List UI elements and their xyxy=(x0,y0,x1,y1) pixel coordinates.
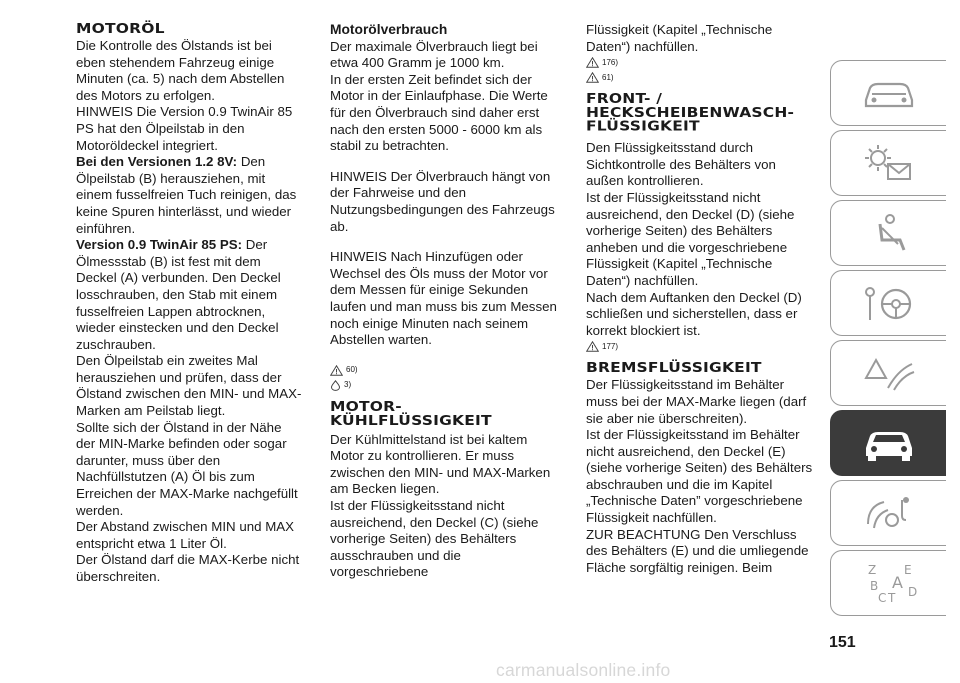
tab-warning-road[interactable] xyxy=(830,340,946,406)
heading-line: FRONT- / xyxy=(586,91,663,107)
paragraph: Den Flüssigkeitsstand durch Sichtkontrolle des Behälters von außen kontrollieren. xyxy=(586,140,776,189)
reference-number: 177) xyxy=(602,341,619,351)
paragraph: Nach dem Auftanken den Deckel (D) schließen und sicherstellen, dass er korrekt blockiert ist. xyxy=(586,289,802,338)
paragraph: Ist der Flüssigkeitsstand nicht ausreichend, den Deckel (C) (siehe vorherige Seiten) des Behälters ausschrauben und die vorgeschriebene xyxy=(330,498,539,580)
index-letter: T xyxy=(887,591,895,605)
watermark: carmanualsonline.info xyxy=(496,660,671,680)
index-letter: D xyxy=(907,585,917,599)
seat-safety-icon xyxy=(858,210,920,256)
index-letters-icon xyxy=(858,560,920,606)
tab-lights-display[interactable] xyxy=(830,130,946,196)
paragraph: Den Ölpeilstab ein zweites Mal herausziehen und prüfen, dass der Ölstand zwischen den MIN- und MAX-Marken am Peilstab liegt. xyxy=(76,353,302,419)
heading-line: KÜHLFLÜSSIGKEIT xyxy=(330,412,492,429)
warning-triangle-icon xyxy=(586,72,599,83)
column-2 xyxy=(330,22,560,581)
warning-triangle-icon xyxy=(586,341,599,352)
tab-car-maintenance[interactable] xyxy=(830,410,946,476)
index-letter: E xyxy=(903,563,912,577)
car-overview-icon xyxy=(858,70,920,116)
heading-line: HECKSCHEIBENWASCH- xyxy=(586,105,795,121)
paragraph: Der Flüssigkeitsstand im Behälter muss bei der MAX-Marke liegen (darf sie aber nie überschreiten). xyxy=(586,377,807,426)
tab-car-overview[interactable] xyxy=(830,60,946,126)
column-3 xyxy=(586,22,816,576)
paragraph: Der Kühlmittelstand ist bei kaltem Motor zu kontrollieren. Er muss zwischen den MIN- und MAX-Marken am Becken liegen. xyxy=(330,431,551,497)
heading-line: FLÜSSIGKEIT xyxy=(586,118,700,135)
reference-number: 61) xyxy=(602,72,614,82)
index-letter: B xyxy=(869,579,878,593)
index-letter: Z xyxy=(867,563,876,577)
tab-index[interactable] xyxy=(830,550,946,616)
paragraph: Der Ölstand darf die MAX-Kerbe nicht überschreiten. xyxy=(76,552,300,584)
tab-tools-service[interactable] xyxy=(830,480,946,546)
warning-reference xyxy=(330,363,560,378)
paragraph xyxy=(76,237,304,353)
paragraph: Der Abstand zwischen MIN und MAX entspricht etwa 1 Liter Öl. xyxy=(76,519,295,551)
heading-coolant xyxy=(330,400,560,428)
paragraph xyxy=(76,154,304,237)
tab-seat-safety[interactable] xyxy=(830,200,946,266)
index-letter: C xyxy=(877,591,886,605)
info-drop-icon xyxy=(330,380,341,391)
paragraph: Die Kontrolle des Ölstands ist bei eben stehendem Fahrzeug einige Minuten (ca. 5) nach dem Abstellen des Motors zu erfolgen. xyxy=(76,38,285,103)
tools-service-icon xyxy=(858,490,920,536)
inline-label: Version 0.9 TwinAir 85 PS: xyxy=(76,237,243,253)
index-letter: A xyxy=(891,573,903,592)
reference-number: 3) xyxy=(344,380,352,390)
heading-motoroel: MOTORÖL xyxy=(76,21,165,37)
paragraph: Ist der Flüssigkeitsstand nicht ausreichend, den Deckel (D) (siehe vorherige Seiten) des Behälters anheben und die vorgeschriebene Flüssigkeit (Kapitel „Technische Daten“) nachfüllen. xyxy=(586,189,795,288)
heading-washer-fluid xyxy=(586,92,816,133)
car-maintenance-icon xyxy=(858,420,920,466)
paragraph: Der maximale Ölverbrauch liegt bei etwa 400 Gramm je 1000 km. xyxy=(330,38,538,71)
reference-number: 176) xyxy=(602,57,619,67)
tab-key-steering[interactable] xyxy=(830,270,946,336)
warning-triangle-icon xyxy=(586,57,599,68)
note-paragraph: HINWEIS Der Ölverbrauch hängt von der Fahrweise und den Nutzungsbedingungen des Fahrzeugs ab. xyxy=(330,168,555,234)
warning-reference xyxy=(586,70,816,85)
reference-number: 60) xyxy=(346,365,358,375)
paragraph: Ist der Flüssigkeitsstand im Behälter nicht ausreichend, den Deckel (E) (siehe vorherige Seiten) des Behälters abschrauben und die im Kapitel „Technische Daten” vorgeschriebene Flüssigkeit nachfüllen. xyxy=(586,427,813,526)
chapter-tabs xyxy=(830,60,946,620)
paragraph: ZUR BEACHTUNG Den Verschluss des Behälters (E) und die umliegende Fläche sorgfältig reinigen. Beim xyxy=(586,526,809,575)
lights-display-icon xyxy=(858,140,920,186)
warning-triangle-icon xyxy=(330,365,343,376)
paragraph: Flüssigkeit (Kapitel „Technische Daten“) nachfüllen. xyxy=(586,22,773,54)
inline-text: Der Ölmessstab (B) ist fest mit dem Deckel (A) verbunden. Den Deckel losschrauben, den Stab mit einem fusselfreien Lappen abtrocknen, wieder einstecken und den Deckel zuschrauben. xyxy=(76,237,281,352)
warning-reference xyxy=(586,55,816,70)
column-1 xyxy=(76,22,304,586)
subheading-oil-consumption: Motorölverbrauch xyxy=(330,22,448,37)
paragraph: Sollte sich der Ölstand in der Nähe der MIN-Marke befinden oder sogar darunter, muss über den Nachfüllstutzen (A) Öl bis zum Erreichen der MAX-Marke nachgefüllt werden. xyxy=(76,419,298,518)
heading-line: MOTOR- xyxy=(330,398,402,415)
page-number: 151 xyxy=(829,634,856,651)
key-steering-icon xyxy=(858,280,920,326)
paragraph: In der ersten Zeit befindet sich der Motor in der Einlaufphase. Die Werte für den Ölverbrauch sind daher erst nach den ersten 5000 - 6000 km als stabil zu betrachten. xyxy=(330,71,548,154)
warning-road-icon xyxy=(858,350,920,396)
heading-brake-fluid: BREMSFLÜSSIGKEIT xyxy=(586,360,762,376)
info-reference xyxy=(330,378,560,393)
inline-label: Bei den Versionen 1.2 8V: xyxy=(76,154,238,170)
note-paragraph: HINWEIS Nach Hinzufügen oder Wechsel des Öls muss der Motor vor dem Messen für einige Sekunden laufen und man muss bis zum Messen noch einige Minuten nach seinem Abstellen warten. xyxy=(330,249,557,348)
inline-text: Den Ölpeilstab (B) herausziehen, mit einem fusselfreien Tuch reinigen, das keine Spuren hinterlässt, und wieder einführen. xyxy=(76,154,297,236)
note-paragraph: HINWEIS Die Version 0.9 TwinAir 85 PS hat den Ölpeilstab in den Motoröldeckel integriert. xyxy=(76,104,293,153)
warning-reference xyxy=(586,339,816,354)
